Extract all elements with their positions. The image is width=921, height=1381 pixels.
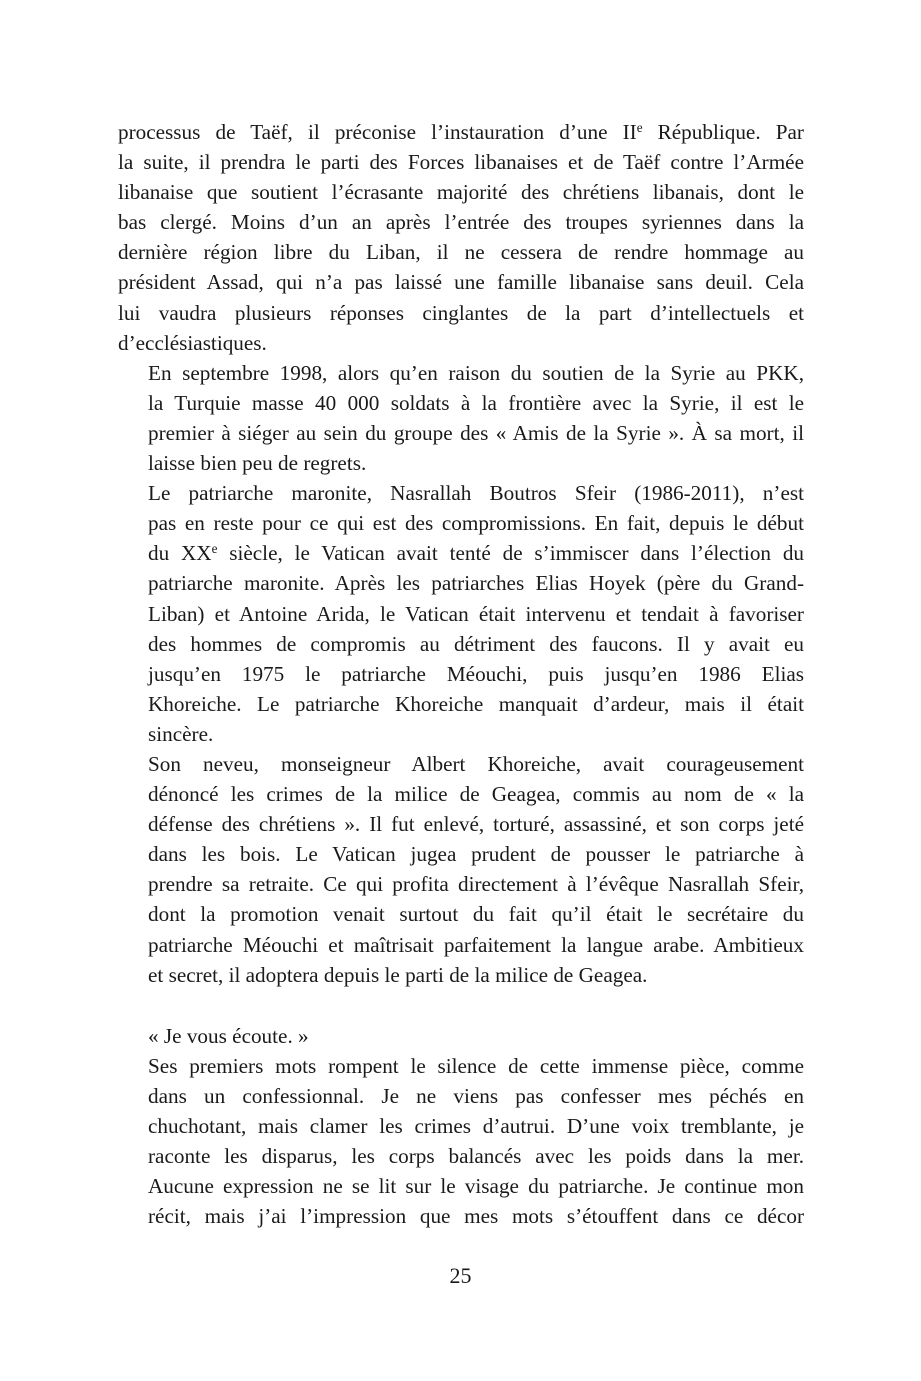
text-line: pas en reste pour ce qui est des compromissions. En fait, depuis le début bbox=[148, 511, 804, 536]
text-line: premier à siéger au sein du groupe des « Amis de la Syrie ». À sa mort, il bbox=[148, 420, 804, 445]
paragraph-6 bbox=[118, 1051, 804, 1232]
superscript: e bbox=[636, 119, 643, 135]
text-line: défense des chrétiens ». Il fut enlevé, torturé, assassiné, et son corps jeté bbox=[148, 812, 804, 837]
text-line: dont la promotion venait surtout du fait qu’il était le secrétaire du bbox=[148, 902, 804, 927]
text-line: président Assad, qui n’a pas laissé une famille libanaise sans deuil. Cela bbox=[118, 270, 804, 295]
paragraph-5 bbox=[118, 1021, 804, 1051]
text-line: du XXe siècle, le Vatican avait tenté de s’immiscer dans l’élection du bbox=[148, 541, 805, 566]
text-line: Aucune expression ne se lit sur le visage du patriarche. Je continue mon bbox=[148, 1174, 804, 1199]
text-line: des hommes de compromis au détriment des faucons. Il y avait eu bbox=[148, 631, 804, 656]
text-line: sincère. bbox=[148, 721, 214, 746]
section-break bbox=[118, 990, 804, 1021]
paragraph-2 bbox=[118, 358, 804, 478]
text-line: dans un confessionnal. Je ne viens pas confesser mes péchés en bbox=[148, 1083, 804, 1108]
text-line: patriarche Méouchi et maîtrisait parfaitement la langue arabe. Ambitieux bbox=[148, 932, 804, 957]
text-line: processus de Taëf, il préconise l’instauration d’une IIe République. Par bbox=[118, 119, 804, 144]
text-line: prendre sa retraite. Ce qui profita directement à l’évêque Nasrallah Sfeir, bbox=[148, 872, 804, 897]
paragraph-3 bbox=[118, 478, 804, 749]
text-line: la suite, il prendra le parti des Forces libanaises et de Taëf contre l’Armée bbox=[118, 150, 804, 175]
text-line: dernière région libre du Liban, il ne cessera de rendre hommage au bbox=[118, 240, 804, 265]
text-line: jusqu’en 1975 le patriarche Méouchi, puis jusqu’en 1986 Elias bbox=[148, 661, 804, 686]
text-line: Le patriarche maronite, Nasrallah Boutros Sfeir (1986-2011), n’est bbox=[148, 481, 804, 506]
page-number: 25 bbox=[449, 1263, 472, 1288]
paragraph-1 bbox=[118, 117, 804, 358]
text-line: chuchotant, mais clamer les crimes d’autrui. D’une voix tremblante, je bbox=[148, 1114, 804, 1138]
text-line: et secret, il adoptera depuis le parti de la milice de Geagea. bbox=[148, 962, 648, 987]
text-line: récit, mais j’ai l’impression que mes mots s’étouffent dans ce décor bbox=[148, 1204, 804, 1229]
paragraph-4 bbox=[118, 749, 804, 990]
text-line: la Turquie masse 40 000 soldats à la frontière avec la Syrie, il est le bbox=[148, 390, 804, 415]
text-line: Ses premiers mots rompent le silence de cette immense pièce, comme bbox=[148, 1053, 804, 1078]
text-line: libanaise que soutient l’écrasante majorité des chrétiens libanais, dont le bbox=[118, 180, 804, 205]
text-line: Liban) et Antoine Arida, le Vatican était intervenu et tendait à favoriser bbox=[148, 601, 804, 626]
text-line: « Je vous écoute. » bbox=[148, 1023, 309, 1048]
body-text bbox=[118, 117, 804, 1231]
text-line: raconte les disparus, les corps balancés avec les poids dans la mer. bbox=[148, 1144, 804, 1169]
superscript: e bbox=[211, 541, 218, 557]
text-line: bas clergé. Moins d’un an après l’entrée des troupes syriennes dans la bbox=[118, 210, 804, 235]
text-line: lui vaudra plusieurs réponses cinglantes de la part d’intellectuels et bbox=[118, 300, 804, 325]
text-line: dénoncé les crimes de la milice de Geagea, commis au nom de « la bbox=[148, 782, 804, 807]
text-line: laisse bien peu de regrets. bbox=[148, 451, 367, 476]
text-line: dans les bois. Le Vatican jugea prudent de pousser le patriarche à bbox=[148, 842, 804, 867]
text-line: patriarche maronite. Après les patriarches Elias Hoyek (père du Grand- bbox=[148, 571, 804, 596]
text-line: Son neveu, monseigneur Albert Khoreiche, avait courageusement bbox=[148, 751, 804, 776]
text-line: En septembre 1998, alors qu’en raison du soutien de la Syrie au PKK, bbox=[148, 360, 804, 385]
text-line: Khoreiche. Le patriarche Khoreiche manquait d’ardeur, mais il était bbox=[148, 691, 804, 716]
text-line: d’ecclésiastiques. bbox=[118, 330, 267, 355]
